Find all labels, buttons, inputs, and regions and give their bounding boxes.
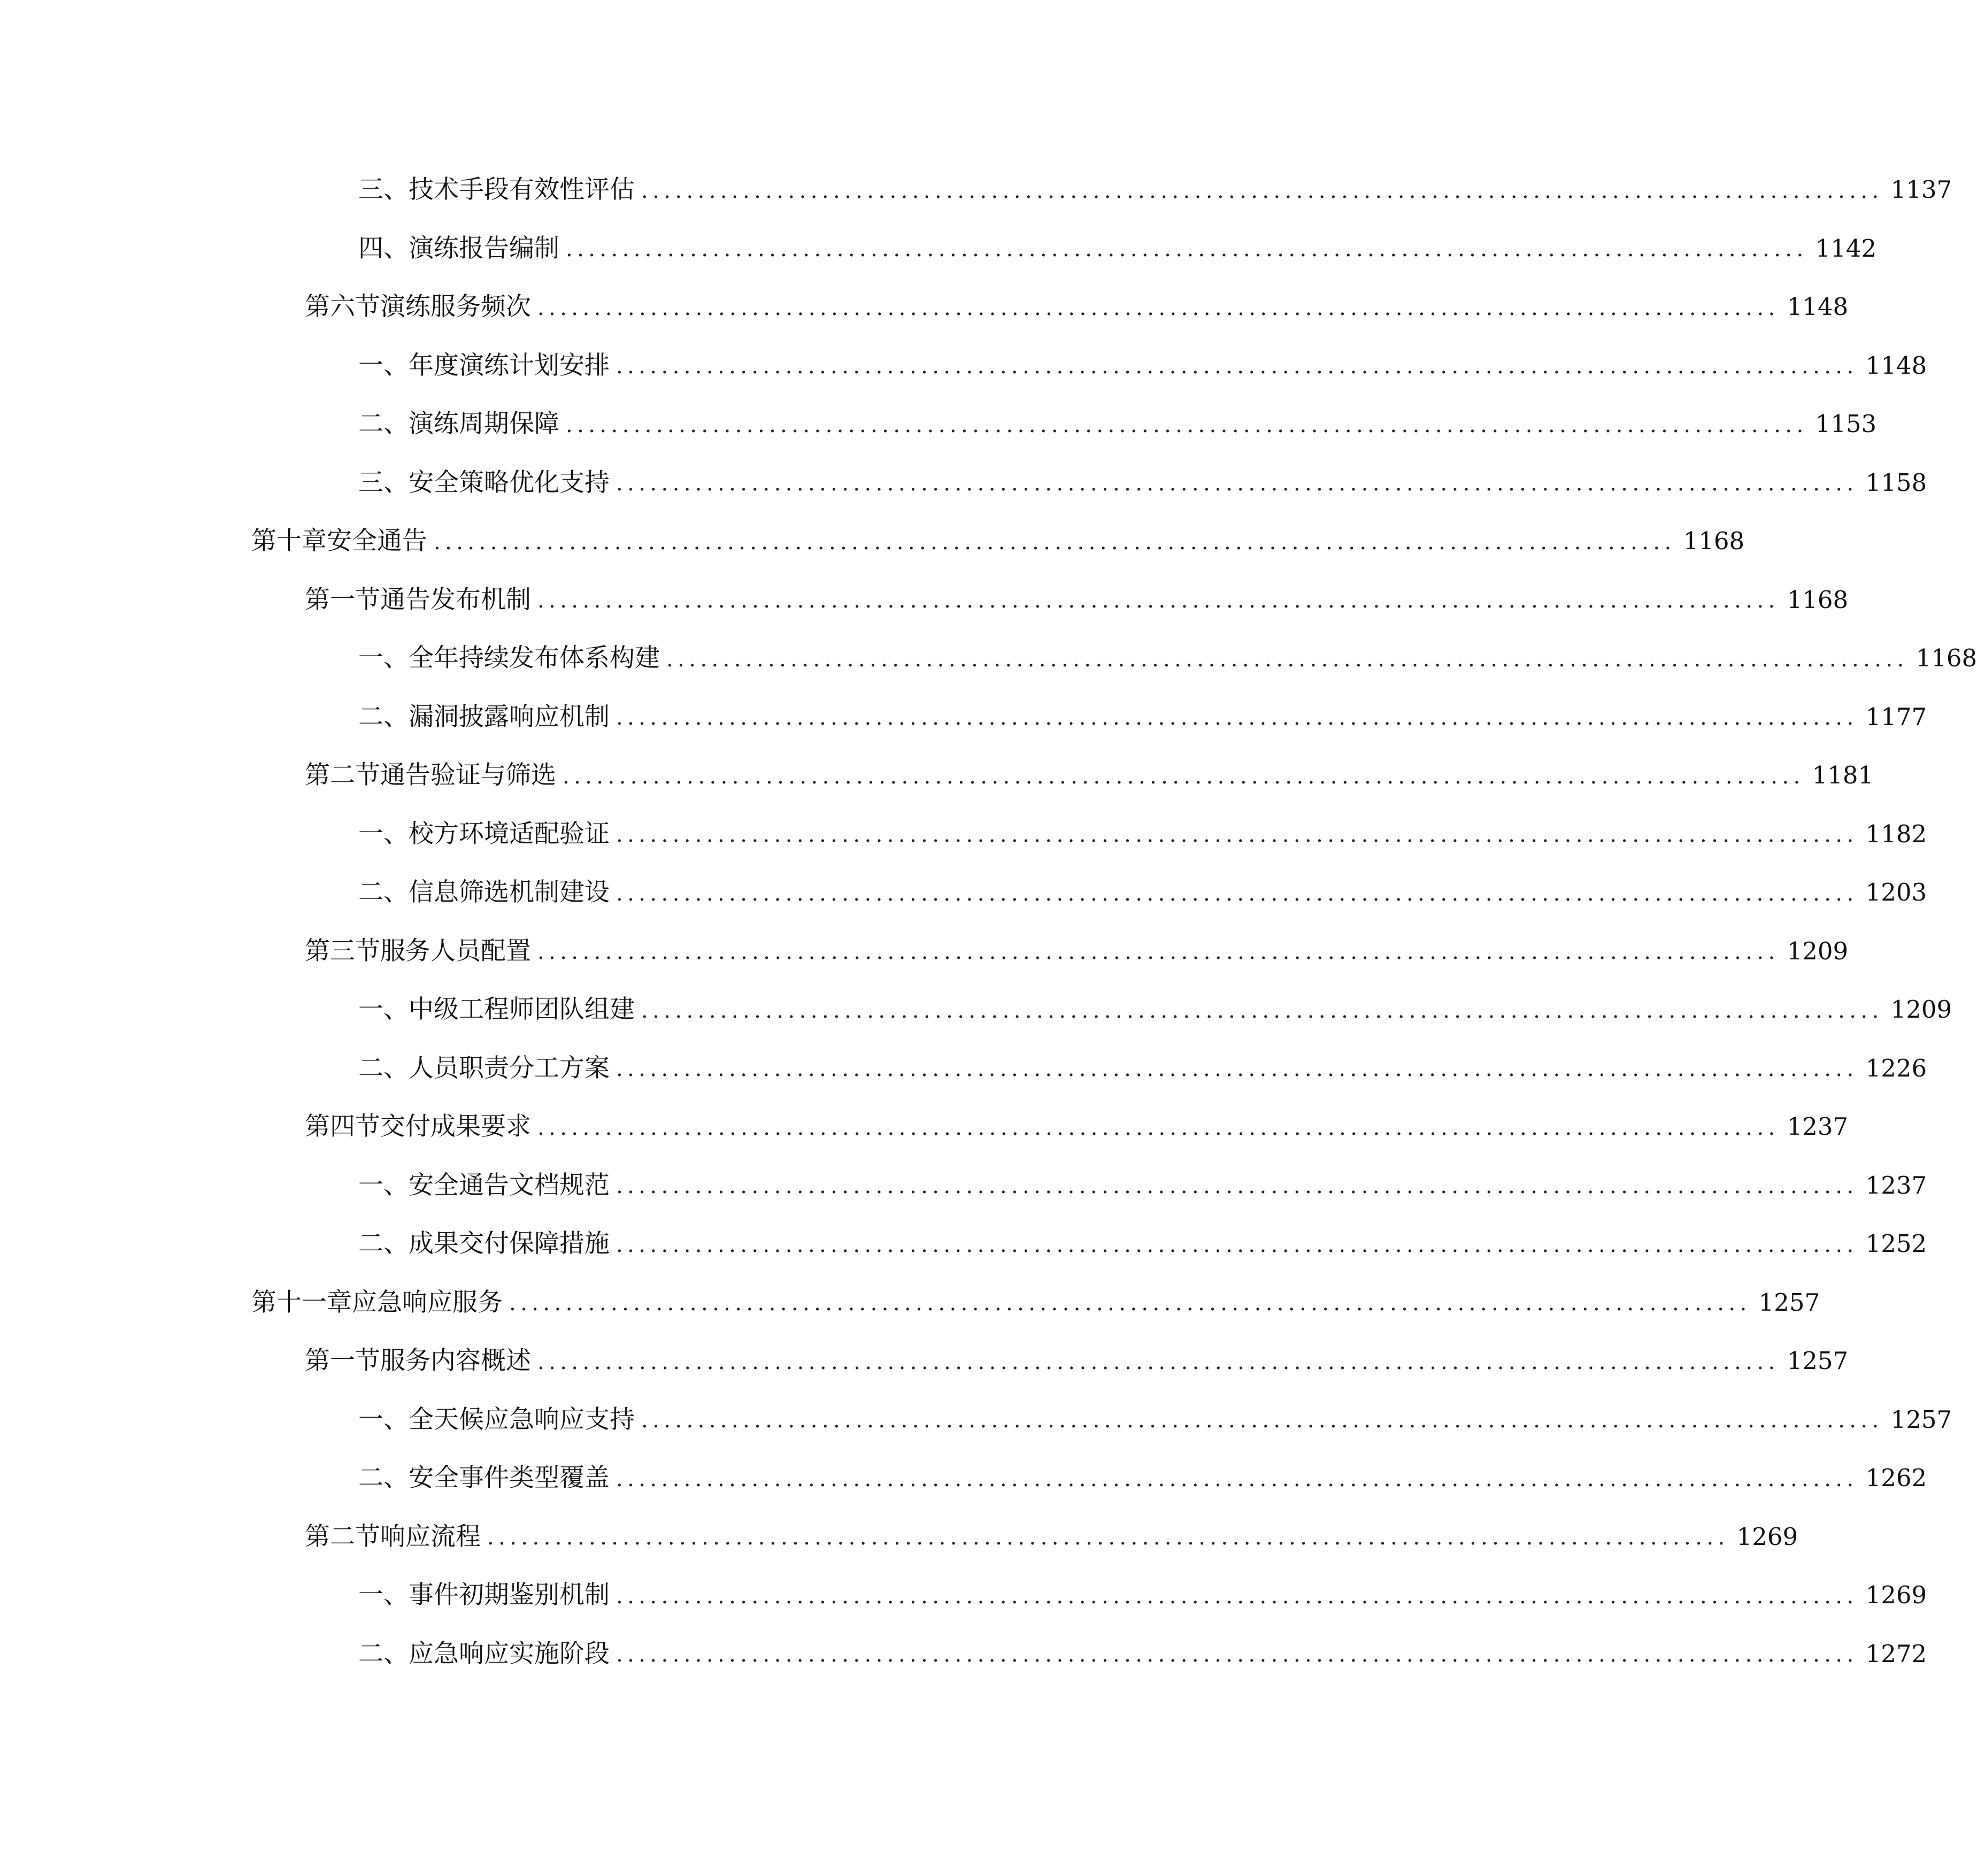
toc-entry[interactable] — [0, 1214, 1927, 1273]
toc-dot-leader: .............................................................................................................. — [616, 1642, 1858, 1667]
toc-entry-title: 全天候应急响应支持 — [409, 1404, 635, 1434]
toc-entry-title: 应急响应服务 — [352, 1287, 503, 1317]
toc-entry[interactable] — [0, 278, 1849, 336]
toc-entry-title: 信息筛选机制建设 — [409, 878, 610, 908]
toc-entry[interactable] — [0, 1156, 1927, 1215]
toc-entry-number: 一、 — [358, 350, 409, 380]
toc-entry-page: 1269 — [1865, 1581, 1927, 1610]
toc-entry[interactable] — [0, 160, 1952, 219]
toc-entry[interactable] — [0, 453, 1927, 512]
toc-entry-number: 第一节 — [305, 585, 380, 614]
toc-entry-page: 1262 — [1865, 1464, 1927, 1493]
toc-entry[interactable] — [0, 980, 1952, 1039]
toc-entry-title: 中级工程师团队组建 — [409, 995, 635, 1025]
toc-entry-title: 安全通告文档规范 — [409, 1170, 610, 1200]
toc-entry-number: 第四节 — [305, 1112, 380, 1142]
toc-entry-number: 二、 — [358, 1463, 409, 1493]
toc-entry-title: 演练周期保障 — [409, 409, 559, 439]
toc-entry-number: 二、 — [358, 1639, 409, 1669]
toc-entry-title: 校方环境适配验证 — [409, 819, 610, 849]
toc-entry-number: 三、 — [358, 467, 409, 497]
toc-entry[interactable] — [0, 336, 1927, 395]
toc-entry[interactable] — [0, 395, 1877, 453]
toc-entry-title: 成果交付保障措施 — [409, 1229, 610, 1259]
toc-entry-page: 1272 — [1865, 1639, 1927, 1668]
toc-entry-page: 1269 — [1736, 1522, 1798, 1551]
toc-entry[interactable] — [0, 863, 1927, 922]
toc-entry[interactable] — [0, 688, 1927, 747]
toc-entry[interactable] — [0, 922, 1849, 981]
toc-entry-page: 1168 — [1683, 527, 1745, 556]
toc-dot-leader: .............................................................................................................. — [616, 1174, 1858, 1199]
toc-dot-leader: .............................................................................................................. — [616, 881, 1858, 906]
toc-dot-leader: .............................................................................................................. — [563, 764, 1805, 789]
toc-entry-title: 演练服务频次 — [380, 292, 531, 322]
toc-entry[interactable] — [0, 1625, 1927, 1683]
toc-dot-leader: .............................................................................................................. — [616, 1466, 1858, 1491]
toc-entry-title: 安全策略优化支持 — [409, 467, 610, 497]
toc-entry-title: 服务内容概述 — [380, 1346, 531, 1376]
toc-entry[interactable] — [0, 1449, 1927, 1508]
toc-dot-leader: .............................................................................................................. — [537, 940, 1780, 965]
toc-entry-title: 应急响应实施阶段 — [409, 1639, 610, 1669]
toc-entry-title: 事件初期鉴别机制 — [409, 1580, 610, 1610]
toc-entry-number: 二、 — [358, 878, 409, 908]
toc-entry-number: 第十一章 — [251, 1287, 352, 1317]
toc-entry-title: 交付成果要求 — [380, 1112, 531, 1142]
toc-entry-page: 1226 — [1865, 1054, 1927, 1082]
toc-entry-page: 1168 — [1916, 644, 1977, 673]
toc-entry-number: 一、 — [358, 1170, 409, 1200]
toc-entry-title: 通告发布机制 — [380, 585, 531, 614]
toc-entry[interactable] — [0, 1566, 1927, 1625]
toc-entry-number: 二、 — [358, 1229, 409, 1259]
toc-dot-leader: .............................................................................................................. — [641, 178, 1883, 203]
toc-entry-number: 第三节 — [305, 936, 380, 966]
toc-dot-leader: .............................................................................................................. — [537, 1349, 1780, 1374]
toc-entry-page: 1209 — [1890, 995, 1952, 1024]
toc-entry-number: 三、 — [358, 175, 409, 205]
toc-entry-number: 第十章 — [251, 526, 327, 556]
toc-dot-leader: .............................................................................................................. — [641, 998, 1883, 1023]
toc-list — [0, 160, 1977, 1683]
toc-entry-number: 四、 — [358, 233, 409, 263]
toc-entry-title: 全年持续发布体系构建 — [409, 643, 660, 673]
toc-dot-leader: .............................................................................................................. — [537, 1115, 1780, 1140]
toc-entry-number: 一、 — [358, 643, 409, 673]
toc-entry-page: 1158 — [1865, 468, 1927, 497]
toc-entry[interactable] — [0, 1273, 1820, 1332]
toc-entry-title: 技术手段有效性评估 — [409, 175, 635, 205]
toc-entry-number: 一、 — [358, 819, 409, 849]
toc-entry[interactable] — [0, 571, 1849, 629]
toc-entry[interactable] — [0, 1508, 1798, 1566]
toc-entry-title: 人员职责分工方案 — [409, 1053, 610, 1083]
toc-entry[interactable] — [0, 1097, 1849, 1156]
toc-entry-title: 响应流程 — [380, 1521, 481, 1551]
toc-entry-page: 1237 — [1865, 1171, 1927, 1200]
toc-entry-page: 1168 — [1787, 585, 1849, 614]
toc-entry-title: 安全通告 — [327, 526, 427, 556]
toc-entry-page: 1148 — [1865, 351, 1927, 380]
toc-entry-page: 1237 — [1787, 1112, 1849, 1141]
toc-dot-leader: .............................................................................................................. — [616, 1583, 1858, 1609]
toc-entry[interactable] — [0, 219, 1877, 278]
toc-entry-page: 1177 — [1865, 702, 1927, 731]
toc-dot-leader: .............................................................................................................. — [616, 354, 1858, 379]
toc-dot-leader: .............................................................................................................. — [487, 1525, 1729, 1550]
toc-entry-title: 年度演练计划安排 — [409, 350, 610, 380]
toc-dot-leader: .............................................................................................................. — [641, 1408, 1883, 1433]
toc-entry-page: 1181 — [1812, 761, 1874, 790]
toc-entry-number: 一、 — [358, 1404, 409, 1434]
toc-entry-number: 二、 — [358, 1053, 409, 1083]
toc-entry-page: 1257 — [1890, 1405, 1952, 1434]
toc-entry-page: 1257 — [1758, 1288, 1820, 1317]
toc-dot-leader: .............................................................................................................. — [616, 471, 1858, 496]
toc-dot-leader: .............................................................................................................. — [434, 529, 1676, 555]
toc-entry-page: 1203 — [1865, 878, 1927, 907]
toc-entry-page: 1137 — [1890, 175, 1952, 204]
toc-entry-page: 1257 — [1787, 1347, 1849, 1375]
toc-entry[interactable] — [0, 512, 1745, 571]
toc-entry-title: 安全事件类型覆盖 — [409, 1463, 610, 1493]
toc-entry-number: 第二节 — [305, 760, 380, 790]
toc-entry-page: 1148 — [1787, 293, 1849, 321]
toc-entry-page: 1209 — [1787, 936, 1849, 965]
toc-entry[interactable] — [0, 1390, 1952, 1449]
toc-dot-leader: .............................................................................................................. — [616, 1232, 1858, 1257]
toc-entry-number: 一、 — [358, 995, 409, 1025]
toc-entry-number: 第六节 — [305, 292, 380, 322]
toc-entry-title: 漏洞披露响应机制 — [409, 702, 610, 732]
toc-entry-number: 二、 — [358, 409, 409, 439]
toc-dot-leader: .............................................................................................................. — [509, 1291, 1751, 1316]
toc-entry-title: 服务人员配置 — [380, 936, 531, 966]
toc-entry[interactable] — [0, 1332, 1849, 1390]
toc-entry-title: 通告验证与筛选 — [380, 760, 556, 790]
toc-entry-page: 1142 — [1815, 234, 1877, 263]
toc-dot-leader: .............................................................................................................. — [537, 588, 1780, 613]
toc-entry-title: 演练报告编制 — [409, 233, 559, 263]
toc-dot-leader: .............................................................................................................. — [666, 647, 1909, 672]
toc-entry[interactable] — [0, 629, 1977, 688]
toc-entry-page: 1252 — [1865, 1229, 1927, 1258]
toc-entry-number: 二、 — [358, 702, 409, 732]
toc-dot-leader: .............................................................................................................. — [616, 822, 1858, 848]
toc-dot-leader: .............................................................................................................. — [566, 412, 1808, 437]
toc-entry[interactable] — [0, 1039, 1927, 1098]
toc-entry-number: 一、 — [358, 1580, 409, 1610]
toc-entry-number: 第二节 — [305, 1521, 380, 1551]
toc-entry-page: 1153 — [1815, 410, 1877, 439]
toc-dot-leader: .............................................................................................................. — [616, 705, 1858, 731]
toc-entry[interactable] — [0, 746, 1874, 805]
toc-entry-number: 第一节 — [305, 1346, 380, 1376]
toc-dot-leader: .............................................................................................................. — [537, 295, 1780, 320]
toc-dot-leader: .............................................................................................................. — [616, 1057, 1858, 1082]
toc-dot-leader: .............................................................................................................. — [566, 237, 1808, 262]
toc-entry-page: 1182 — [1865, 819, 1927, 848]
toc-entry[interactable] — [0, 805, 1927, 864]
